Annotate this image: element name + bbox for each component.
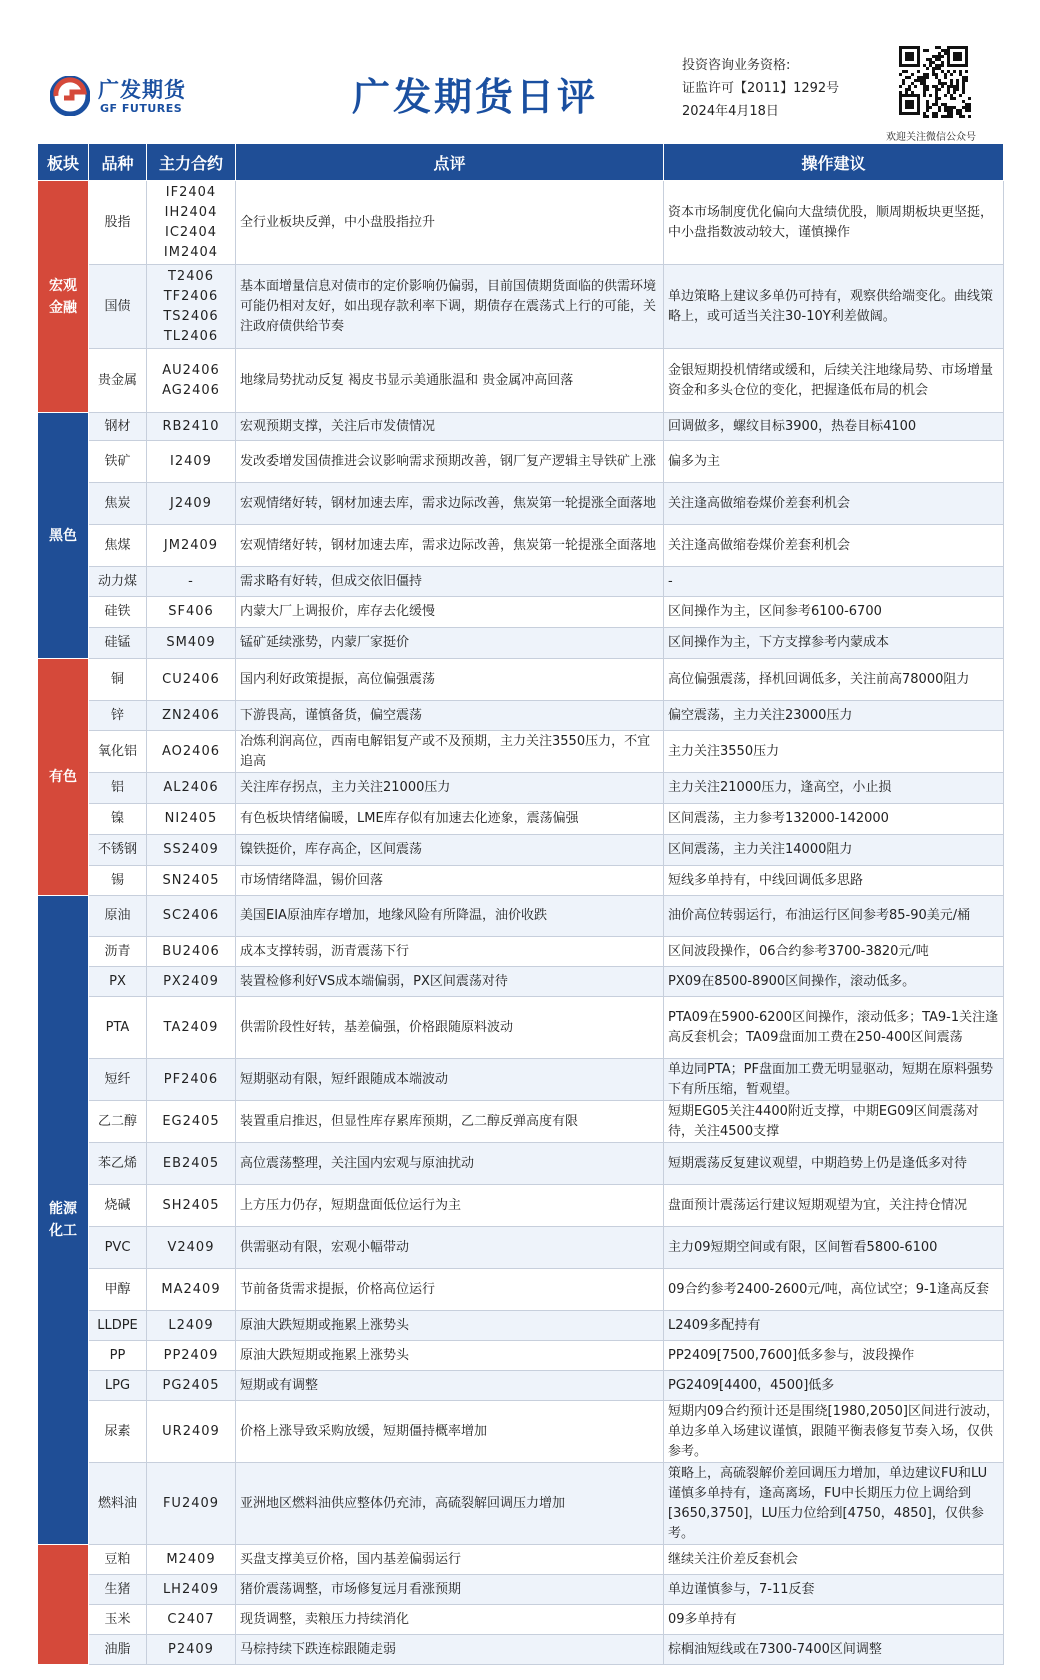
product-cell: 燃料油	[89, 1463, 147, 1545]
commentary-table	[37, 143, 1003, 1665]
review-cell: 上方压力仍存，短期盘面低位运行为主	[236, 1185, 664, 1227]
table-row	[38, 413, 1004, 441]
contract-cell: P2409	[147, 1635, 236, 1665]
logo-text-cn: 广发期货	[98, 78, 186, 102]
contract-cell: I2409	[147, 441, 236, 483]
contract-cell: SH2405	[147, 1185, 236, 1227]
advice-cell: 单边谨慎参与，7-11反套	[664, 1575, 1004, 1605]
contract-cell: T2406 TF2406 TS2406 TL2406	[147, 265, 236, 349]
review-cell: 猪价震荡调整，市场修复远月看涨预期	[236, 1575, 664, 1605]
product-cell: 贵金属	[89, 349, 147, 413]
product-cell: 豆粕	[89, 1545, 147, 1575]
review-cell: 下游畏高，谨慎备货，偏空震荡	[236, 701, 664, 731]
advice-cell: 关注逢高做缩卷煤价差套利机会	[664, 525, 1004, 567]
product-cell: PX	[89, 967, 147, 997]
qr-caption: 欢迎关注微信公众号	[886, 132, 976, 143]
advice-cell: 偏空震荡，主力关注23000压力	[664, 701, 1004, 731]
advice-cell: 区间操作为主，区间参考6100-6700	[664, 597, 1004, 628]
product-cell: 锌	[89, 701, 147, 731]
product-cell: 短纤	[89, 1059, 147, 1101]
advice-cell: PG2409[4400，4500]低多	[664, 1371, 1004, 1401]
product-cell: 尿素	[89, 1401, 147, 1463]
contract-cell: C2407	[147, 1605, 236, 1635]
table-row	[38, 597, 1004, 628]
advice-cell: 主力09短期空间或有限，区间暂看5800-6100	[664, 1227, 1004, 1269]
table-row	[38, 1311, 1004, 1341]
advice-cell: 区间震荡，主力参考132000-142000	[664, 804, 1004, 835]
product-cell: LPG	[89, 1371, 147, 1401]
advice-cell: 主力关注21000压力，逢高空，小止损	[664, 773, 1004, 804]
qualification-line: 投资咨询业务资格:	[682, 58, 791, 73]
product-cell: 玉米	[89, 1605, 147, 1635]
table-row	[38, 265, 1004, 349]
table-row	[38, 628, 1004, 659]
table-row	[38, 567, 1004, 597]
product-cell: PTA	[89, 997, 147, 1059]
review-cell: 供需驱动有限，宏观小幅带动	[236, 1227, 664, 1269]
table-body	[38, 181, 1004, 1665]
product-cell: 动力煤	[89, 567, 147, 597]
table-row	[38, 1059, 1004, 1101]
report-date: 2024年4月18日	[682, 104, 779, 119]
advice-cell: 资本市场制度优化偏向大盘绩优股，顺周期板块更坚挺，中小盘指数波动较大，谨慎操作	[664, 181, 1004, 265]
contract-cell: PG2405	[147, 1371, 236, 1401]
advice-cell: L2409多配持有	[664, 1311, 1004, 1341]
sector-cell: 有色	[38, 659, 89, 896]
product-cell: 硅铁	[89, 597, 147, 628]
product-cell: PP	[89, 1341, 147, 1371]
contract-cell: L2409	[147, 1311, 236, 1341]
review-cell: 冶炼利润高位，西南电解铝复产或不及预期，主力关注3550压力，不宜追高	[236, 731, 664, 773]
table-row	[38, 1401, 1004, 1463]
advice-cell: 策略上，高硫裂解价差回调压力增加，单边建议FU和LU谨慎多单持有，逢高离场，FU中长期压力位上调给到[3650,3750]，LU压力位给到[4750，4850]，仅供参考。	[664, 1463, 1004, 1545]
contract-cell: PX2409	[147, 967, 236, 997]
advice-cell: 短期EG05关注4400附近支撑，中期EG09区间震荡对待，关注4500支撑	[664, 1101, 1004, 1143]
contract-cell: V2409	[147, 1227, 236, 1269]
column-header-contract: 主力合约	[147, 144, 236, 181]
contract-cell: SM409	[147, 628, 236, 659]
product-cell: 钢材	[89, 413, 147, 441]
contract-cell: SC2406	[147, 896, 236, 937]
table-row	[38, 1269, 1004, 1311]
advice-cell: 09合约参考2400-2600元/吨，高位试空；9-1逢高反套	[664, 1269, 1004, 1311]
product-cell: 烧碱	[89, 1185, 147, 1227]
advice-cell: 盘面预计震荡运行建议短期观望为宜，关注持仓情况	[664, 1185, 1004, 1227]
review-cell: 成本支撑转弱，沥青震荡下行	[236, 937, 664, 967]
contract-cell: UR2409	[147, 1401, 236, 1463]
review-cell: 原油大跌短期或拖累上涨势头	[236, 1341, 664, 1371]
sector-cell	[38, 1545, 89, 1665]
contract-cell: RB2410	[147, 413, 236, 441]
contract-cell: AU2406 AG2406	[147, 349, 236, 413]
advice-cell: 短线多单持有，中线回调低多思路	[664, 866, 1004, 896]
advice-cell: 单边同PTA；PF盘面加工费无明显驱动，短期在原料强势下有所压缩，暂观望。	[664, 1059, 1004, 1101]
contract-cell: TA2409	[147, 997, 236, 1059]
product-cell: 焦煤	[89, 525, 147, 567]
table-row	[38, 1371, 1004, 1401]
contract-cell: SF406	[147, 597, 236, 628]
review-cell: 高位震荡整理，关注国内宏观与原油扰动	[236, 1143, 664, 1185]
review-cell: 马棕持续下跌连棕跟随走弱	[236, 1635, 664, 1665]
contract-cell: NI2405	[147, 804, 236, 835]
product-cell: 焦炭	[89, 483, 147, 525]
report-title: 广发期货日评	[351, 75, 598, 119]
table-row	[38, 701, 1004, 731]
product-cell: 硅锰	[89, 628, 147, 659]
table-row	[38, 181, 1004, 265]
table-row	[38, 896, 1004, 937]
table-row	[38, 1635, 1004, 1665]
advice-cell: PP2409[7500,7600]低多参与，波段操作	[664, 1341, 1004, 1371]
product-cell: 铜	[89, 659, 147, 701]
product-cell: LLDPE	[89, 1311, 147, 1341]
logo-text-en: GF FUTURES	[100, 102, 183, 115]
product-cell: 苯乙烯	[89, 1143, 147, 1185]
column-header-product: 品种	[89, 144, 147, 181]
review-cell: 装置检修利好VS成本端偏弱，PX区间震荡对待	[236, 967, 664, 997]
advice-cell: 09多单持有	[664, 1605, 1004, 1635]
contract-cell: M2409	[147, 1545, 236, 1575]
table-row	[38, 997, 1004, 1059]
contract-cell: FU2409	[147, 1463, 236, 1545]
advice-cell: 油价高位转弱运行，布油运行区间参考85-90美元/桶	[664, 896, 1004, 937]
table-header-row	[38, 144, 1004, 181]
column-header-sector: 板块	[38, 144, 89, 181]
qualification-info	[682, 54, 839, 123]
product-cell: 国债	[89, 265, 147, 349]
table-row	[38, 1341, 1004, 1371]
table-row	[38, 441, 1004, 483]
review-cell: 需求略有好转，但成交依旧僵持	[236, 567, 664, 597]
table-row	[38, 937, 1004, 967]
review-cell: 短期驱动有限，短纤跟随成本端波动	[236, 1059, 664, 1101]
advice-cell: 金银短期投机情绪或缓和，后续关注地缘局势、市场增量资金和多头仓位的变化，把握逢低布局的机会	[664, 349, 1004, 413]
review-cell: 基本面增量信息对债市的定价影响仍偏弱，目前国债期货面临的供需环境可能仍相对友好，如出现存款利率下调，期债存在震荡式上行的可能，关注政府债供给节奏	[236, 265, 664, 349]
product-cell: 生猪	[89, 1575, 147, 1605]
product-cell: 乙二醇	[89, 1101, 147, 1143]
product-cell: 氧化铝	[89, 731, 147, 773]
review-cell: 关注库存拐点，主力关注21000压力	[236, 773, 664, 804]
review-cell: 锰矿延续涨势，内蒙厂家挺价	[236, 628, 664, 659]
advice-cell: 单边策略上建议多单仍可持有，观察供给端变化。曲线策略上，或可适当关注30-10Y利差做阔。	[664, 265, 1004, 349]
review-cell: 国内利好政策提振，高位偏强震荡	[236, 659, 664, 701]
review-cell: 价格上涨导致采购放缓，短期僵持概率增加	[236, 1401, 664, 1463]
contract-cell: AL2406	[147, 773, 236, 804]
table-row	[38, 1545, 1004, 1575]
table-row	[38, 866, 1004, 896]
review-cell: 节前备货需求提振，价格高位运行	[236, 1269, 664, 1311]
review-cell: 宏观情绪好转，钢材加速去库，需求边际改善，焦炭第一轮提涨全面落地	[236, 525, 664, 567]
table-row	[38, 1227, 1004, 1269]
contract-cell: EG2405	[147, 1101, 236, 1143]
advice-cell: 主力关注3550压力	[664, 731, 1004, 773]
advice-cell: 棕榈油短线或在7300-7400区间调整	[664, 1635, 1004, 1665]
qr-code-icon	[899, 46, 971, 118]
advice-cell: PX09在8500-8900区间操作，滚动低多。	[664, 967, 1004, 997]
review-cell: 有色板块情绪偏暖，LME库存似有加速去化迹象，震荡偏强	[236, 804, 664, 835]
review-cell: 市场情绪降温，锡价回落	[236, 866, 664, 896]
review-cell: 发改委增发国债推进会议影响需求预期改善，钢厂复产逻辑主导铁矿上涨	[236, 441, 664, 483]
review-cell: 宏观预期支撑，关注后市发债情况	[236, 413, 664, 441]
review-cell: 宏观情绪好转，钢材加速去库，需求边际改善，焦炭第一轮提涨全面落地	[236, 483, 664, 525]
contract-cell: JM2409	[147, 525, 236, 567]
advice-cell: 短期震荡反复建议观望，中期趋势上仍是逢低多对待	[664, 1143, 1004, 1185]
review-cell: 全行业板块反弹，中小盘股指拉升	[236, 181, 664, 265]
advice-cell: 偏多为主	[664, 441, 1004, 483]
contract-cell: SS2409	[147, 835, 236, 866]
product-cell: 不锈钢	[89, 835, 147, 866]
product-cell: 甲醇	[89, 1269, 147, 1311]
product-cell: PVC	[89, 1227, 147, 1269]
advice-cell: PTA09在5900-6200区间操作，滚动低多；TA9-1关注逢高反套机会；TA09盘面加工费在250-400区间震荡	[664, 997, 1004, 1059]
contract-cell: -	[147, 567, 236, 597]
table-row	[38, 835, 1004, 866]
sector-cell: 宏观 金融	[38, 181, 89, 413]
review-cell: 装置重启推迟，但显性库存累库预期，乙二醇反弹高度有限	[236, 1101, 664, 1143]
table-row	[38, 773, 1004, 804]
product-cell: 股指	[89, 181, 147, 265]
table-row	[38, 1463, 1004, 1545]
table-row	[38, 967, 1004, 997]
advice-cell: -	[664, 567, 1004, 597]
advice-cell: 高位偏强震荡，择机回调低多，关注前高78000阻力	[664, 659, 1004, 701]
sector-cell: 黑色	[38, 413, 89, 659]
contract-cell: LH2409	[147, 1575, 236, 1605]
contract-cell: SN2405	[147, 866, 236, 896]
contract-cell: CU2406	[147, 659, 236, 701]
sector-cell: 能源 化工	[38, 896, 89, 1545]
company-logo	[50, 74, 205, 118]
table-row	[38, 525, 1004, 567]
product-cell: 铁矿	[89, 441, 147, 483]
report-header	[0, 0, 1040, 143]
table-row	[38, 483, 1004, 525]
contract-cell: J2409	[147, 483, 236, 525]
product-cell: 油脂	[89, 1635, 147, 1665]
column-header-advice: 操作建议	[664, 144, 1004, 181]
license-line: 证监许可【2011】1292号	[682, 81, 840, 96]
table-row	[38, 804, 1004, 835]
review-cell: 美国EIA原油库存增加，地缘风险有所降温，油价收跌	[236, 896, 664, 937]
table-row	[38, 1605, 1004, 1635]
review-cell: 内蒙大厂上调报价，库存去化缓慢	[236, 597, 664, 628]
gf-logo-icon	[50, 76, 90, 116]
product-cell: 锡	[89, 866, 147, 896]
table-row	[38, 659, 1004, 701]
product-cell: 镍	[89, 804, 147, 835]
advice-cell: 回调做多，螺纹目标3900，热卷目标4100	[664, 413, 1004, 441]
product-cell: 沥青	[89, 937, 147, 967]
advice-cell: 区间震荡，主力关注14000阻力	[664, 835, 1004, 866]
advice-cell: 继续关注价差反套机会	[664, 1545, 1004, 1575]
review-cell: 买盘支撑美豆价格，国内基差偏弱运行	[236, 1545, 664, 1575]
table-row	[38, 1101, 1004, 1143]
contract-cell: AO2406	[147, 731, 236, 773]
review-cell: 原油大跌短期或拖累上涨势头	[236, 1311, 664, 1341]
advice-cell: 关注逢高做缩卷煤价差套利机会	[664, 483, 1004, 525]
product-cell: 原油	[89, 896, 147, 937]
advice-cell: 区间操作为主，下方支撑参考内蒙成本	[664, 628, 1004, 659]
contract-cell: EB2405	[147, 1143, 236, 1185]
product-cell: 铝	[89, 773, 147, 804]
contract-cell: MA2409	[147, 1269, 236, 1311]
advice-cell: 区间波段操作，06合约参考3700-3820元/吨	[664, 937, 1004, 967]
contract-cell: BU2406	[147, 937, 236, 967]
table-row	[38, 731, 1004, 773]
review-cell: 镍铁挺价，库存高企，区间震荡	[236, 835, 664, 866]
table-row	[38, 1575, 1004, 1605]
review-cell: 亚洲地区燃料油供应整体仍充沛，高硫裂解回调压力增加	[236, 1463, 664, 1545]
contract-cell: PP2409	[147, 1341, 236, 1371]
advice-cell: 短期内09合约预计还是围绕[1980,2050]区间进行波动，单边多单入场建议谨慎，跟随平衡表修复节奏入场，仅供参考。	[664, 1401, 1004, 1463]
column-header-review: 点评	[236, 144, 664, 181]
review-cell: 现货调整，卖粮压力持续消化	[236, 1605, 664, 1635]
contract-cell: IF2404 IH2404 IC2404 IM2404	[147, 181, 236, 265]
contract-cell: PF2406	[147, 1059, 236, 1101]
review-cell: 地缘局势扰动反复 褐皮书显示美通胀温和 贵金属冲高回落	[236, 349, 664, 413]
table-row	[38, 349, 1004, 413]
table-row	[38, 1143, 1004, 1185]
contract-cell: ZN2406	[147, 701, 236, 731]
review-cell: 短期或有调整	[236, 1371, 664, 1401]
table-row	[38, 1185, 1004, 1227]
review-cell: 供需阶段性好转，基差偏强，价格跟随原料波动	[236, 997, 664, 1059]
